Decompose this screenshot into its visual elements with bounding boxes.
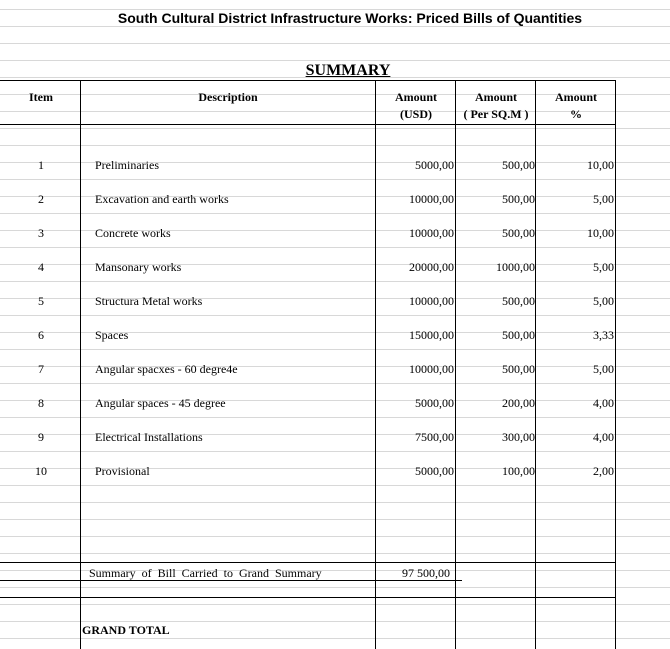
row-item: 6 xyxy=(38,328,44,342)
grand-total-top-border xyxy=(0,597,616,598)
header-amount-usd-unit: (USD) xyxy=(400,107,432,121)
row-description: Preliminaries xyxy=(95,158,159,172)
row-amount-sqm: 500,00 xyxy=(502,226,535,240)
row-amount-pct: 3,33 xyxy=(593,328,614,342)
row-item: 5 xyxy=(38,294,44,308)
summary-row-amount-usd: 97 500,00 xyxy=(402,566,450,580)
row-item: 2 xyxy=(38,192,44,206)
row-amount-pct: 4,00 xyxy=(593,430,614,444)
row-description: Electrical Installations xyxy=(95,430,203,444)
row-description: Structura Metal works xyxy=(95,294,203,308)
row-amount-pct: 2,00 xyxy=(593,464,614,478)
row-amount-pct: 5,00 xyxy=(593,362,614,376)
row-description: Excavation and earth works xyxy=(95,192,229,206)
row-item: 3 xyxy=(38,226,44,240)
header-bottom-border xyxy=(0,124,616,125)
row-description: Angular spacxes - 60 degre4e xyxy=(95,362,238,376)
header-amount-usd: Amount xyxy=(394,90,437,104)
header-item: Item xyxy=(29,90,53,104)
table-top-border xyxy=(0,80,616,81)
row-description: Concrete works xyxy=(95,226,171,240)
row-amount-pct: 5,00 xyxy=(593,294,614,308)
row-amount-usd: 5000,00 xyxy=(415,396,454,410)
row-item: 10 xyxy=(35,464,47,478)
row-amount-usd: 20000,00 xyxy=(409,260,454,274)
header-description: Description xyxy=(198,90,258,104)
row-amount-usd: 5000,00 xyxy=(415,158,454,172)
header-amount-pct: Amount xyxy=(554,90,597,104)
row-item: 1 xyxy=(38,158,44,172)
row-description: Provisional xyxy=(95,464,150,478)
row-amount-sqm: 100,00 xyxy=(502,464,535,478)
page-title: South Cultural District Infrastructure Works: Priced Bills of Quantities xyxy=(117,10,583,26)
row-amount-pct: 4,00 xyxy=(593,396,614,410)
row-amount-usd: 7500,00 xyxy=(415,430,454,444)
row-item: 8 xyxy=(38,396,44,410)
grand-total-label: GRAND TOTAL xyxy=(82,623,170,637)
row-amount-usd: 10000,00 xyxy=(409,362,454,376)
row-amount-sqm: 500,00 xyxy=(502,328,535,342)
row-description: Spaces xyxy=(95,328,129,342)
row-amount-usd: 10000,00 xyxy=(409,226,454,240)
row-amount-pct: 10,00 xyxy=(587,158,614,172)
row-amount-sqm: 500,00 xyxy=(502,158,535,172)
row-item: 9 xyxy=(38,430,44,444)
row-description: Angular spaces - 45 degree xyxy=(95,396,226,410)
row-amount-usd: 5000,00 xyxy=(415,464,454,478)
row-amount-usd: 10000,00 xyxy=(409,294,454,308)
header-amount-pct-unit: % xyxy=(570,107,582,121)
column-divider-pct xyxy=(615,80,616,649)
row-amount-sqm: 500,00 xyxy=(502,294,535,308)
header-amount-sqm-unit: ( Per SQ.M ) xyxy=(463,107,529,121)
header-amount-sqm: Amount xyxy=(474,90,517,104)
summary-row-label: Summary of Bill Carried to Grand Summary xyxy=(89,566,322,580)
row-amount-sqm: 1000,00 xyxy=(496,260,535,274)
row-amount-pct: 5,00 xyxy=(593,192,614,206)
row-amount-pct: 5,00 xyxy=(593,260,614,274)
row-amount-pct: 10,00 xyxy=(587,226,614,240)
row-amount-usd: 10000,00 xyxy=(409,192,454,206)
summary-heading: SUMMARY xyxy=(305,62,391,79)
row-amount-sqm: 500,00 xyxy=(502,362,535,376)
row-amount-sqm: 300,00 xyxy=(502,430,535,444)
row-amount-usd: 15000,00 xyxy=(409,328,454,342)
row-amount-sqm: 500,00 xyxy=(502,192,535,206)
row-item: 4 xyxy=(38,260,44,274)
row-description: Mansonary works xyxy=(95,260,182,274)
row-item: 7 xyxy=(38,362,44,376)
row-amount-sqm: 200,00 xyxy=(502,396,535,410)
summary-row-top-border xyxy=(0,562,616,563)
